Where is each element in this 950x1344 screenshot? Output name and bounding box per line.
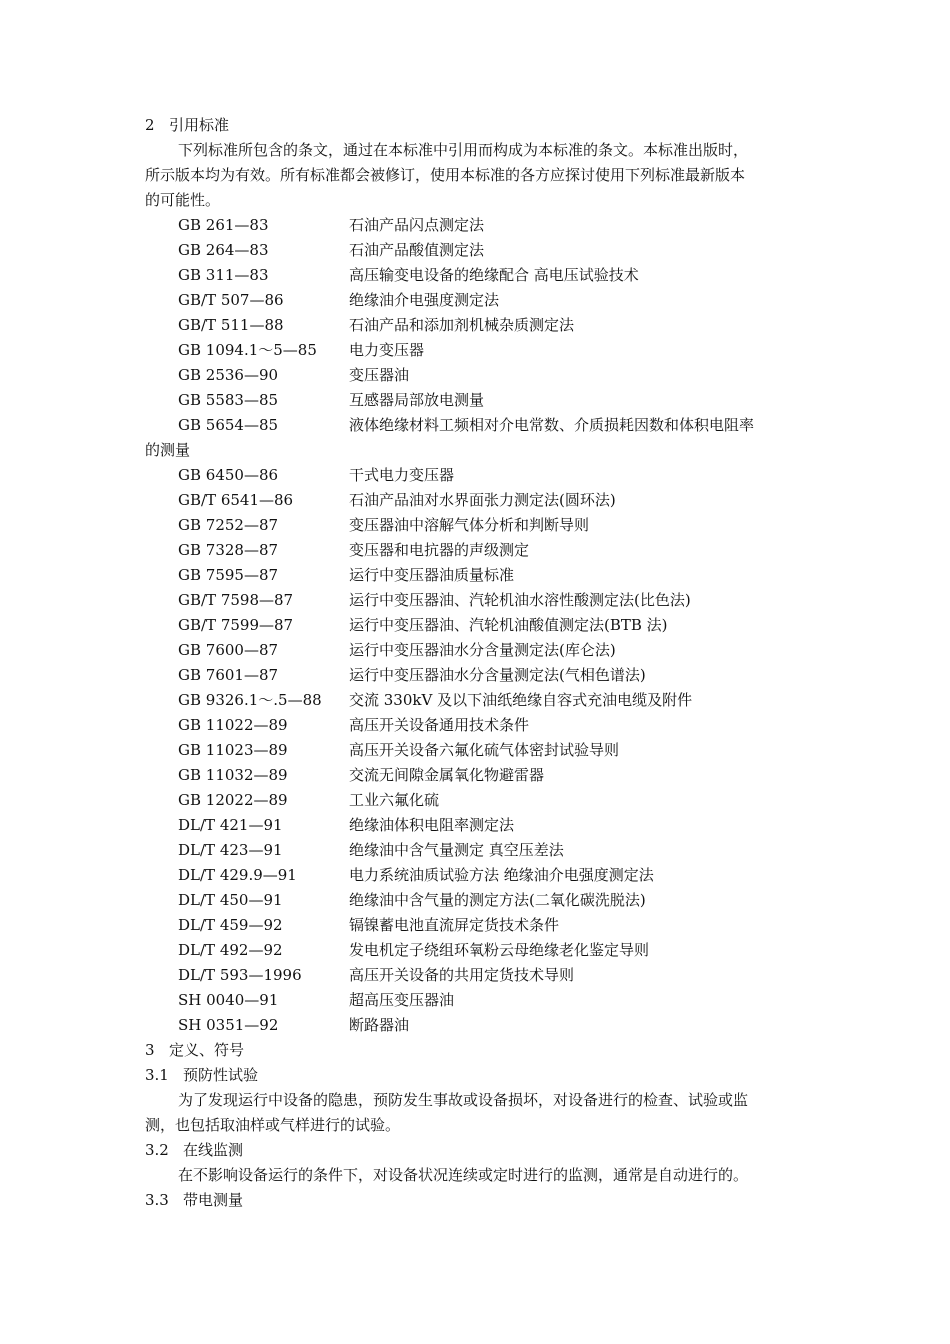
reference-title: 绝缘油体积电阻率测定法: [349, 816, 515, 834]
reference-title: 运行中变压器油、汽轮机油水溶性酸测定法(比色法): [349, 591, 691, 609]
reference-item: [145, 813, 810, 838]
reference-code: GB/T 7598—87: [178, 591, 294, 609]
reference-code: GB 1094.1～5—85: [178, 341, 317, 359]
reference-code: GB 11023—89: [178, 741, 288, 759]
reference-code: DL/T 593—1996: [178, 966, 302, 984]
reference-code: GB 7595—87: [178, 566, 279, 584]
reference-item: [145, 713, 810, 738]
reference-title: 高压开关设备六氟化硫气体密封试验导则: [349, 741, 620, 759]
reference-code: SH 0040—91: [178, 991, 279, 1009]
reference-code: DL/T 429.9—91: [178, 866, 297, 884]
subsection-number: 3.1: [145, 1066, 169, 1084]
section-title: 定义、符号: [169, 1041, 245, 1059]
reference-code: GB/T 6541—86: [178, 491, 294, 509]
reference-title: 镉镍蓄电池直流屏定货技术条件: [349, 916, 560, 934]
section-title: 引用标准: [169, 116, 230, 134]
section-number: 2: [145, 116, 155, 134]
reference-item: [145, 363, 810, 388]
reference-item: [145, 938, 810, 963]
reference-title: 变压器油: [349, 366, 410, 384]
reference-title: 高压开关设备的共用定货技术导则: [349, 966, 575, 984]
reference-item: [145, 213, 810, 238]
reference-item: [145, 1013, 810, 1038]
reference-item: [145, 313, 810, 338]
reference-code: DL/T 421—91: [178, 816, 283, 834]
reference-title: 高压开关设备通用技术条件: [349, 716, 530, 734]
subsection-title: 在线监测: [183, 1141, 244, 1159]
reference-code: GB 261—83: [178, 216, 269, 234]
reference-item: [145, 263, 810, 288]
reference-code: GB 7601—87: [178, 666, 279, 684]
reference-title: 发电机定子绕组环氧粉云母绝缘老化鉴定导则: [349, 941, 650, 959]
reference-title: 石油产品闪点测定法: [349, 216, 485, 234]
reference-title: 互感器局部放电测量: [349, 391, 485, 409]
reference-code: GB 5583—85: [178, 391, 279, 409]
reference-title: 变压器油中溶解气体分析和判断导则: [349, 516, 590, 534]
reference-code: DL/T 459—92: [178, 916, 283, 934]
section-3-2-heading: [145, 1138, 810, 1163]
section-3-heading: [145, 1038, 810, 1063]
reference-title: 石油产品和添加剂机械杂质测定法: [349, 316, 575, 334]
reference-code: DL/T 450—91: [178, 891, 283, 909]
reference-code: GB 11022—89: [178, 716, 288, 734]
reference-title: 超高压变压器油: [349, 991, 455, 1009]
reference-code: GB/T 511—88: [178, 316, 284, 334]
intro-paragraph-line: 下列标准所包含的条文，通过在本标准中引用而构成为本标准的条文。本标准出版时，: [178, 141, 749, 159]
reference-code: GB 7328—87: [178, 541, 279, 559]
reference-item: [145, 463, 810, 488]
reference-code: GB 9326.1～.5—88: [178, 691, 322, 709]
reference-item: [145, 838, 810, 863]
reference-item: [145, 638, 810, 663]
reference-item: [145, 538, 810, 563]
reference-code: GB 12022—89: [178, 791, 288, 809]
reference-code: GB 6450—86: [178, 466, 279, 484]
definition-paragraph-line: 为了发现运行中设备的隐患，预防发生事故或设备损坏，对设备进行的检查、试验或监: [178, 1091, 749, 1109]
reference-item: [145, 338, 810, 363]
subsection-number: 3.2: [145, 1141, 169, 1159]
reference-code: DL/T 492—92: [178, 941, 283, 959]
section-3-1-heading: [145, 1063, 810, 1088]
reference-title: 工业六氟化硫: [349, 791, 440, 809]
reference-title: 变压器和电抗器的声级测定: [349, 541, 530, 559]
reference-code: GB/T 507—86: [178, 291, 284, 309]
reference-title-continuation: 的测量: [145, 441, 191, 459]
reference-title: 干式电力变压器: [349, 466, 455, 484]
reference-item: [145, 988, 810, 1013]
reference-item: [145, 513, 810, 538]
section-3-3-heading: [145, 1188, 810, 1213]
subsection-number: 3.3: [145, 1191, 169, 1209]
section-2-heading: [145, 113, 810, 138]
reference-title: 电力变压器: [349, 341, 425, 359]
reference-list: [145, 213, 810, 438]
reference-title: 绝缘油中含气量的测定方法(二氧化碳洗脱法): [349, 891, 646, 909]
reference-title: 断路器油: [349, 1016, 410, 1034]
reference-title: 石油产品油对水界面张力测定法(圆环法): [349, 491, 616, 509]
subsection-title: 预防性试验: [183, 1066, 259, 1084]
reference-item: [145, 863, 810, 888]
reference-code: GB 5654—85: [178, 416, 279, 434]
definition-paragraph-line: 在不影响设备运行的条件下，对设备状况连续或定时进行的监测，通常是自动进行的。: [178, 1166, 749, 1184]
reference-item: [145, 488, 810, 513]
reference-item: [145, 238, 810, 263]
reference-title: 绝缘油中含气量测定 真空压差法: [349, 841, 564, 859]
reference-code: GB/T 7599—87: [178, 616, 294, 634]
reference-item: [145, 738, 810, 763]
reference-item: [145, 688, 810, 713]
reference-code: GB 11032—89: [178, 766, 288, 784]
reference-item: [145, 663, 810, 688]
reference-item: [145, 788, 810, 813]
reference-title: 运行中变压器油水分含量测定法(气相色谱法): [349, 666, 646, 684]
definition-paragraph-line: 测，也包括取油样或气样进行的试验。: [145, 1116, 401, 1134]
reference-title: 绝缘油介电强度测定法: [349, 291, 500, 309]
reference-title: 电力系统油质试验方法 绝缘油介电强度测定法: [349, 866, 654, 884]
reference-title: 高压输变电设备的绝缘配合 高电压试验技术: [349, 266, 639, 284]
reference-item: [145, 913, 810, 938]
reference-item: [145, 963, 810, 988]
section-number: 3: [145, 1041, 155, 1059]
reference-item: [145, 288, 810, 313]
reference-item: [145, 888, 810, 913]
reference-title: 液体绝缘材料工频相对介电常数、介质损耗因数和体积电阻率: [349, 416, 755, 434]
reference-code: GB 311—83: [178, 266, 269, 284]
reference-title: 交流无间隙金属氧化物避雷器: [349, 766, 545, 784]
reference-title: 运行中变压器油质量标准: [349, 566, 515, 584]
reference-code: GB 7252—87: [178, 516, 279, 534]
reference-code: DL/T 423—91: [178, 841, 283, 859]
reference-list: [145, 463, 810, 1038]
reference-code: GB 2536—90: [178, 366, 279, 384]
reference-item: [145, 588, 810, 613]
reference-item: [145, 613, 810, 638]
reference-code: GB 7600—87: [178, 641, 279, 659]
reference-item: [145, 413, 810, 438]
document-page: [145, 113, 810, 1213]
reference-code: SH 0351—92: [178, 1016, 279, 1034]
subsection-title: 带电测量: [183, 1191, 244, 1209]
reference-item: [145, 563, 810, 588]
reference-item: [145, 763, 810, 788]
reference-title: 交流 330kV 及以下油纸绝缘自容式充油电缆及附件: [349, 691, 693, 709]
intro-paragraph-line: 所示版本均为有效。所有标准都会被修订，使用本标准的各方应探讨使用下列标准最新版本: [145, 166, 746, 184]
reference-title: 石油产品酸值测定法: [349, 241, 485, 259]
reference-item: [145, 388, 810, 413]
reference-code: GB 264—83: [178, 241, 269, 259]
reference-title: 运行中变压器油、汽轮机油酸值测定法(BTB 法): [349, 616, 668, 634]
intro-paragraph-line: 的可能性。: [145, 191, 221, 209]
reference-title: 运行中变压器油水分含量测定法(库仑法): [349, 641, 616, 659]
